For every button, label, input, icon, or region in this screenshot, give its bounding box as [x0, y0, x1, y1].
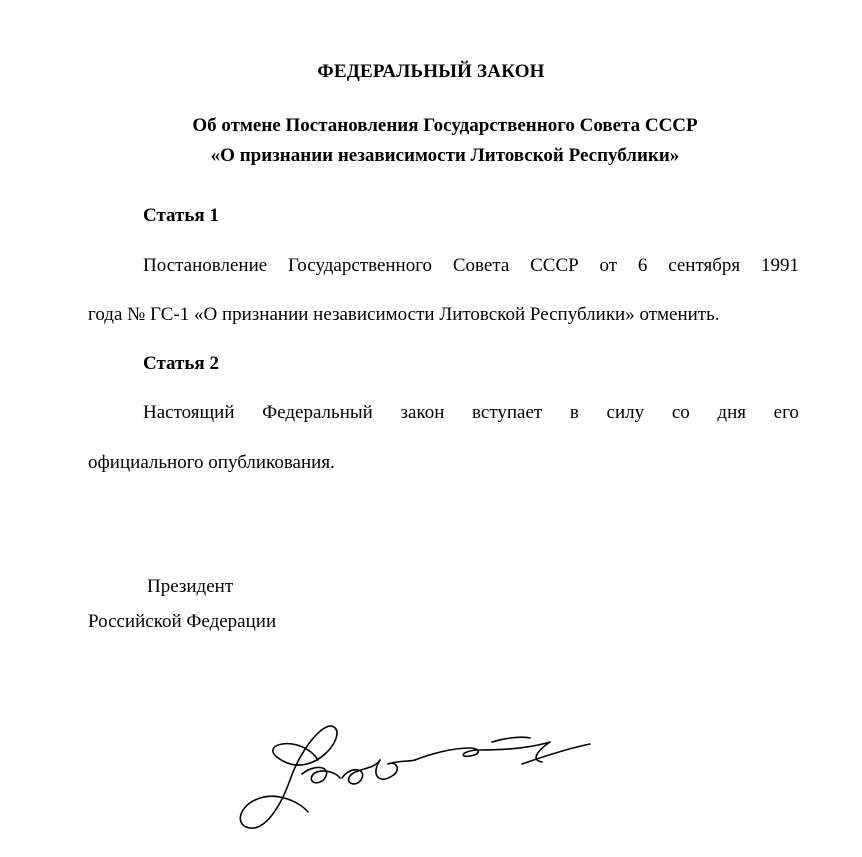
signatory-title-line-2: Российской Федерации: [88, 611, 277, 632]
law-type-heading: ФЕДЕРАЛЬНЫЙ ЗАКОН: [317, 61, 545, 82]
article-2-word: Настоящий: [143, 402, 235, 423]
article-1-word: от: [599, 255, 618, 276]
article-1-heading: Статья 1: [143, 205, 219, 226]
article-2-word: закон: [400, 402, 445, 423]
law-title-line-1: Об отмене Постановления Государственного Совета СССР: [192, 115, 698, 136]
article-1-word: Совета: [452, 255, 510, 276]
article-1-word: Постановление: [143, 255, 268, 276]
law-title-line-2: «О признании независимости Литовской Республики»: [210, 145, 680, 166]
article-2-line-2: официального опубликования.: [88, 452, 335, 473]
article-1-word: сентября: [668, 255, 741, 276]
article-1-word: 1991: [760, 255, 799, 276]
article-1-line-1: [143, 254, 799, 278]
article-2-word: его: [773, 402, 799, 423]
article-1-word: СССР: [530, 255, 579, 276]
article-2-word: со: [671, 402, 690, 423]
article-2-heading: Статья 2: [143, 353, 219, 374]
article-1-line-2: года № ГС-1 «О признании независимости Литовской Республики» отменить.: [88, 304, 720, 325]
signatory-title-line-1: Президент: [147, 576, 234, 597]
article-2-word: Федеральный: [262, 402, 373, 423]
article-2-word: дня: [717, 402, 746, 423]
article-2-word: в: [569, 402, 579, 423]
article-2-word: вступает: [472, 402, 543, 423]
article-2-word: силу: [606, 402, 645, 423]
article-1-word: 6: [637, 255, 648, 276]
article-2-line-1: [143, 401, 799, 425]
article-1-word: Государственного: [287, 255, 433, 276]
law-title: [0, 111, 862, 171]
handwritten-signature: [230, 720, 610, 850]
